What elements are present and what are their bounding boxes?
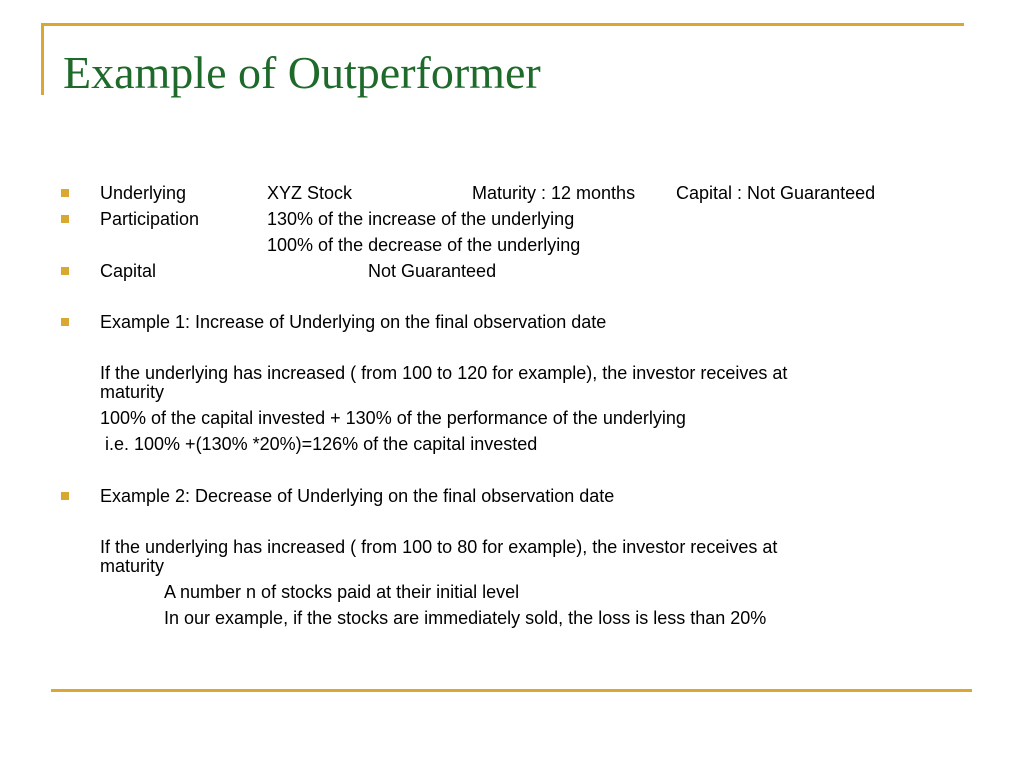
example2-text-line1: If the underlying has increased ( from 100 to 80 for example), the investor receives at: [100, 537, 778, 557]
bullet-icon: [61, 492, 69, 500]
capital-label: Capital: [100, 261, 157, 281]
participation-increase: 130% of the increase of the underlying: [267, 209, 575, 229]
example1-text-line1: If the underlying has increased ( from 100 to 120 for example), the investor receives at: [100, 363, 788, 383]
underlying-label: Underlying: [100, 183, 187, 203]
example2-heading: Example 2: Decrease of Underlying on the final observation date: [100, 486, 615, 506]
capital-value: Not Guaranteed: [368, 261, 497, 281]
participation-decrease: 100% of the decrease of the underlying: [267, 235, 581, 255]
underlying-value: XYZ Stock: [267, 183, 353, 203]
example1-payoff: 100% of the capital invested + 130% of the performance of the underlying: [100, 408, 686, 428]
bullet-icon: [61, 318, 69, 326]
example1-calculation: i.e. 100% +(130% *20%)=126% of the capital invested: [100, 434, 538, 454]
left-rule: [41, 23, 44, 95]
bullet-icon: [61, 267, 69, 275]
example1-text-line2: maturity: [100, 382, 165, 402]
example2-stocks: A number n of stocks paid at their initial level: [164, 582, 520, 602]
example2-text-line2: maturity: [100, 556, 165, 576]
slide-title: Example of Outperformer: [63, 47, 541, 98]
bullet-icon: [61, 215, 69, 223]
participation-label: Participation: [100, 209, 200, 229]
top-rule: [41, 23, 964, 26]
maturity-text: Maturity : 12 months: [472, 183, 636, 203]
example1-heading: Example 1: Increase of Underlying on the final observation date: [100, 312, 607, 332]
example2-loss: In our example, if the stocks are immediately sold, the loss is less than 20%: [164, 608, 767, 628]
capital-note: Capital : Not Guaranteed: [676, 183, 876, 203]
bottom-rule: [51, 689, 972, 692]
bullet-icon: [61, 189, 69, 197]
